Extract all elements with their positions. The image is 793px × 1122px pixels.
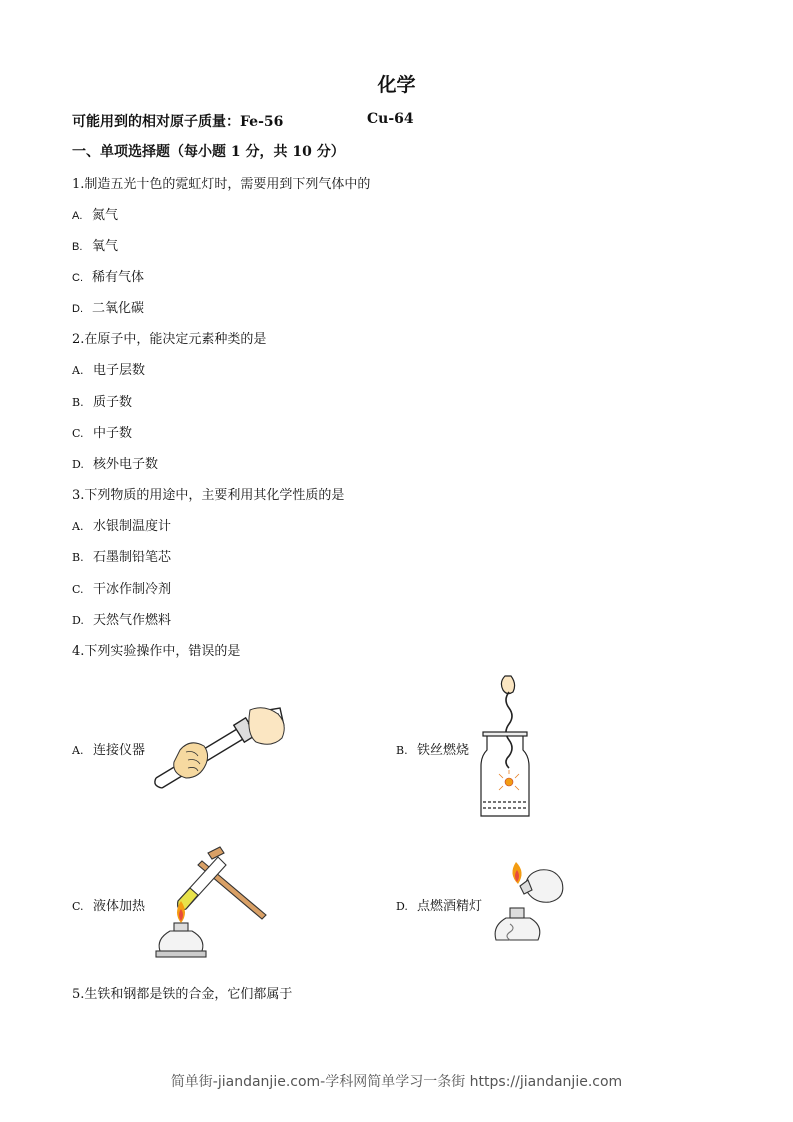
option-text: 干冰作制冷剂 <box>93 582 172 597</box>
option-letter: A. <box>72 744 84 757</box>
option-letter: B. <box>72 551 84 564</box>
option-letter: C. <box>72 583 84 596</box>
option-text: 核外电子数 <box>93 457 159 472</box>
question-2-option-a <box>72 359 145 378</box>
question-3-option-a <box>72 515 171 534</box>
option-text: 石墨制铅笔芯 <box>93 550 172 565</box>
option-text: 水银制温度计 <box>93 519 172 534</box>
question-2-option-c <box>72 422 132 441</box>
option-letter: D. <box>396 900 408 913</box>
tube-connection-figure <box>150 700 290 795</box>
question-2-option-d <box>72 453 158 472</box>
iron-wire-burning-figure <box>475 670 535 820</box>
option-letter: B. <box>72 241 83 253</box>
option-letter: A. <box>72 520 84 533</box>
question-1-option-d <box>72 297 144 316</box>
option-text: 质子数 <box>93 395 133 410</box>
atomic-mass-label: 可能用到的相对原子质量：Fe-56 <box>72 114 284 130</box>
question-1-option-b <box>72 235 118 254</box>
question-1-option-c <box>72 266 144 285</box>
option-text: 中子数 <box>93 426 133 441</box>
liquid-heating-figure <box>148 843 273 968</box>
option-letter: C. <box>72 427 84 440</box>
question-3-option-c <box>72 578 171 597</box>
lighting-alcohol-lamp-figure <box>490 860 575 950</box>
question-4-option-b <box>396 739 469 758</box>
option-letter: A. <box>72 364 84 377</box>
option-letter: C. <box>72 900 84 913</box>
question-4-option-d <box>396 895 482 914</box>
option-letter: B. <box>396 744 408 757</box>
option-text: 液体加热 <box>93 899 146 914</box>
option-text: 氧气 <box>92 239 119 254</box>
option-text: 天然气作燃料 <box>93 613 172 628</box>
option-text: 稀有气体 <box>92 270 145 285</box>
question-1-option-a <box>72 204 118 223</box>
question-4-option-a <box>72 739 145 758</box>
page-footer: 简单街-jiandanjie.com-学科网简单学习一条街 https://jiandanjie.com <box>170 1074 623 1090</box>
question-4-stem: 4.下列实验操作中，错误的是 <box>72 644 241 659</box>
option-letter: D. <box>72 303 83 315</box>
option-letter: C. <box>72 272 83 284</box>
option-text: 铁丝燃烧 <box>417 743 470 758</box>
question-2-option-b <box>72 391 132 410</box>
question-1-stem: 1.制造五光十色的霓虹灯时，需要用到下列气体中的 <box>72 177 371 192</box>
question-2-stem: 2.在原子中，能决定元素种类的是 <box>72 332 267 347</box>
question-4-option-c <box>72 895 145 914</box>
option-text: 点燃酒精灯 <box>417 899 483 914</box>
page-title: 化学 <box>377 74 416 96</box>
option-text: 氮气 <box>92 208 119 223</box>
option-letter: D. <box>72 614 84 627</box>
question-3-stem: 3.下列物质的用途中，主要利用其化学性质的是 <box>72 488 345 503</box>
option-letter: A. <box>72 210 83 222</box>
option-text: 电子层数 <box>93 363 146 378</box>
atomic-mass-cu: Cu-64 <box>367 111 414 127</box>
question-5-stem: 5.生铁和钢都是铁的合金，它们都属于 <box>72 987 293 1002</box>
section-heading: 一、单项选择题（每小题 1 分，共 10 分） <box>72 144 345 160</box>
option-letter: B. <box>72 396 84 409</box>
option-letter: D. <box>72 458 84 471</box>
option-text: 二氧化碳 <box>92 301 145 316</box>
question-3-option-d <box>72 609 171 628</box>
question-3-option-b <box>72 546 171 565</box>
option-text: 连接仪器 <box>93 743 146 758</box>
